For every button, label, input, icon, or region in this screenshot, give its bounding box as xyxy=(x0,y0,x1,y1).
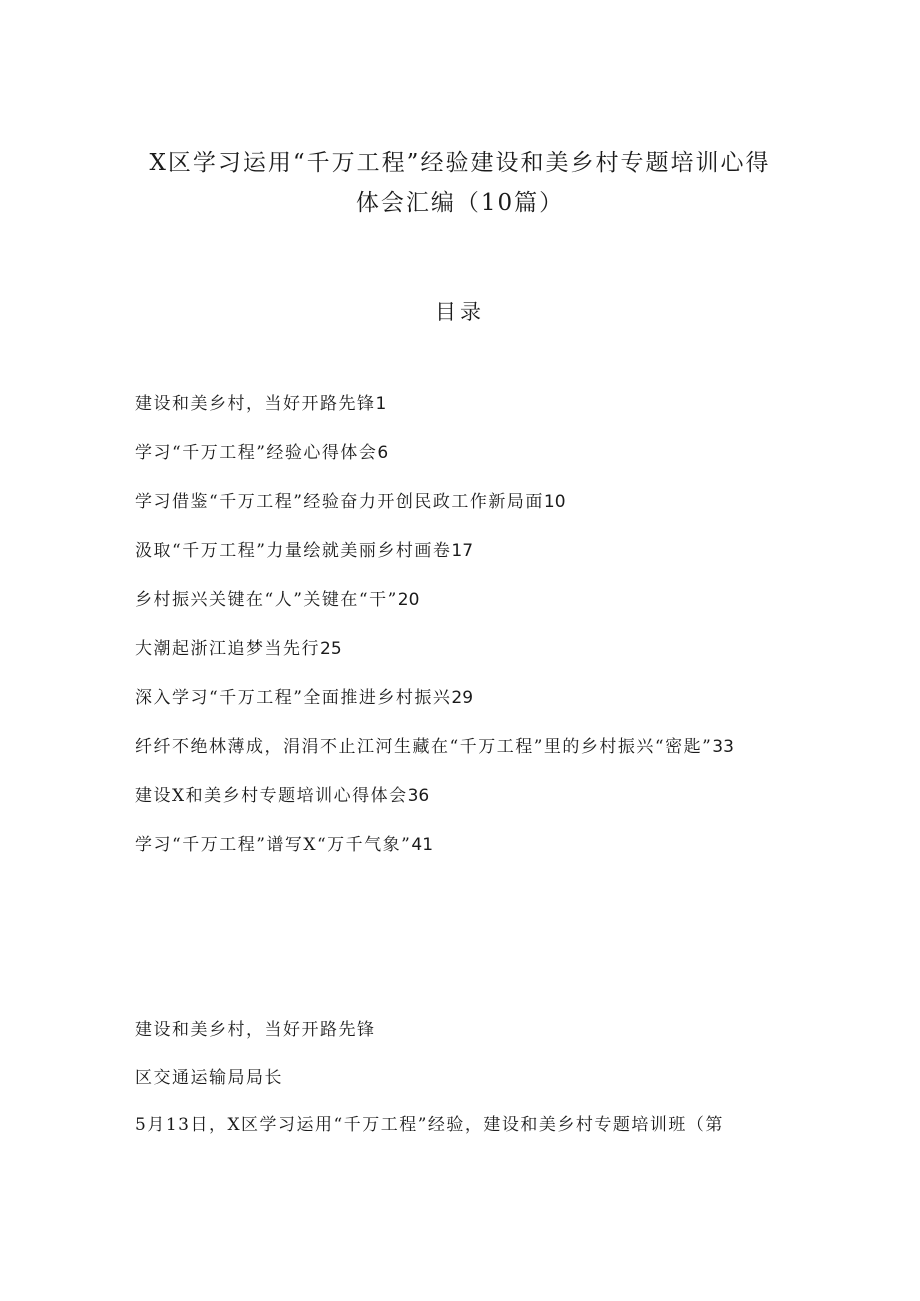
toc-entry-text: 学习“千万工程”谱写X“万千气象” xyxy=(135,835,412,855)
toc-entry-text: 乡村振兴关键在“人”关键在“干” xyxy=(135,590,398,610)
toc-entry-text: 建设和美乡村，当好开路先锋 xyxy=(135,394,376,414)
document-title-line-2: 体会汇编（10篇） xyxy=(355,190,565,216)
toc-entry[interactable] xyxy=(135,723,795,772)
toc-entry-page: 29 xyxy=(451,688,474,708)
table-of-contents xyxy=(135,380,795,870)
article-author: 区交通运输局局长 xyxy=(135,1068,283,1088)
toc-entry-page: 41 xyxy=(411,835,434,855)
toc-entry[interactable] xyxy=(135,429,795,478)
toc-entry-text: 学习借鉴“千万工程”经验奋力开创民政工作新局面 xyxy=(135,492,544,512)
toc-entry[interactable] xyxy=(135,772,795,821)
toc-entry[interactable] xyxy=(135,478,795,527)
toc-entry-page: 17 xyxy=(451,541,474,561)
toc-entry[interactable] xyxy=(135,625,795,674)
toc-entry-text: 汲取“千万工程”力量绘就美丽乡村画卷 xyxy=(135,541,452,561)
toc-entry-page: 20 xyxy=(397,590,420,610)
toc-entry-text: 学习“千万工程”经验心得体会 xyxy=(135,443,378,463)
toc-entry[interactable] xyxy=(135,527,795,576)
toc-entry-page: 33 xyxy=(712,737,734,757)
toc-entry-text: 深入学习“千万工程”全面推进乡村振兴 xyxy=(135,688,452,708)
toc-entry-page: 1 xyxy=(375,394,387,414)
toc-entry-page: 10 xyxy=(543,492,566,512)
toc-entry-text: 建设X和美乡村专题培训心得体会 xyxy=(135,786,408,806)
toc-entry-text: 纤纤不绝林薄成，涓涓不止江河生藏在“千万工程”里的乡村振兴“密匙” xyxy=(135,737,713,757)
article-title: 建设和美乡村，当好开路先锋 xyxy=(135,1020,376,1040)
toc-entry-page: 25 xyxy=(320,639,342,659)
toc-entry[interactable] xyxy=(135,576,795,625)
toc-entry[interactable] xyxy=(135,821,795,870)
toc-entry-page: 36 xyxy=(407,786,430,806)
toc-entry[interactable] xyxy=(135,380,795,429)
article-paragraph: 5月13日，X区学习运用“千万工程”经验，建设和美乡村专题培训班（第 xyxy=(135,1115,724,1135)
toc-heading: 目录 xyxy=(435,300,485,324)
toc-entry[interactable] xyxy=(135,674,795,723)
toc-entry-text: 大潮起浙江追梦当先行 xyxy=(135,639,320,659)
toc-entry-page: 6 xyxy=(377,443,389,463)
document-title-line-1: X区学习运用“千万工程”经验建设和美乡村专题培训心得 xyxy=(149,150,771,176)
